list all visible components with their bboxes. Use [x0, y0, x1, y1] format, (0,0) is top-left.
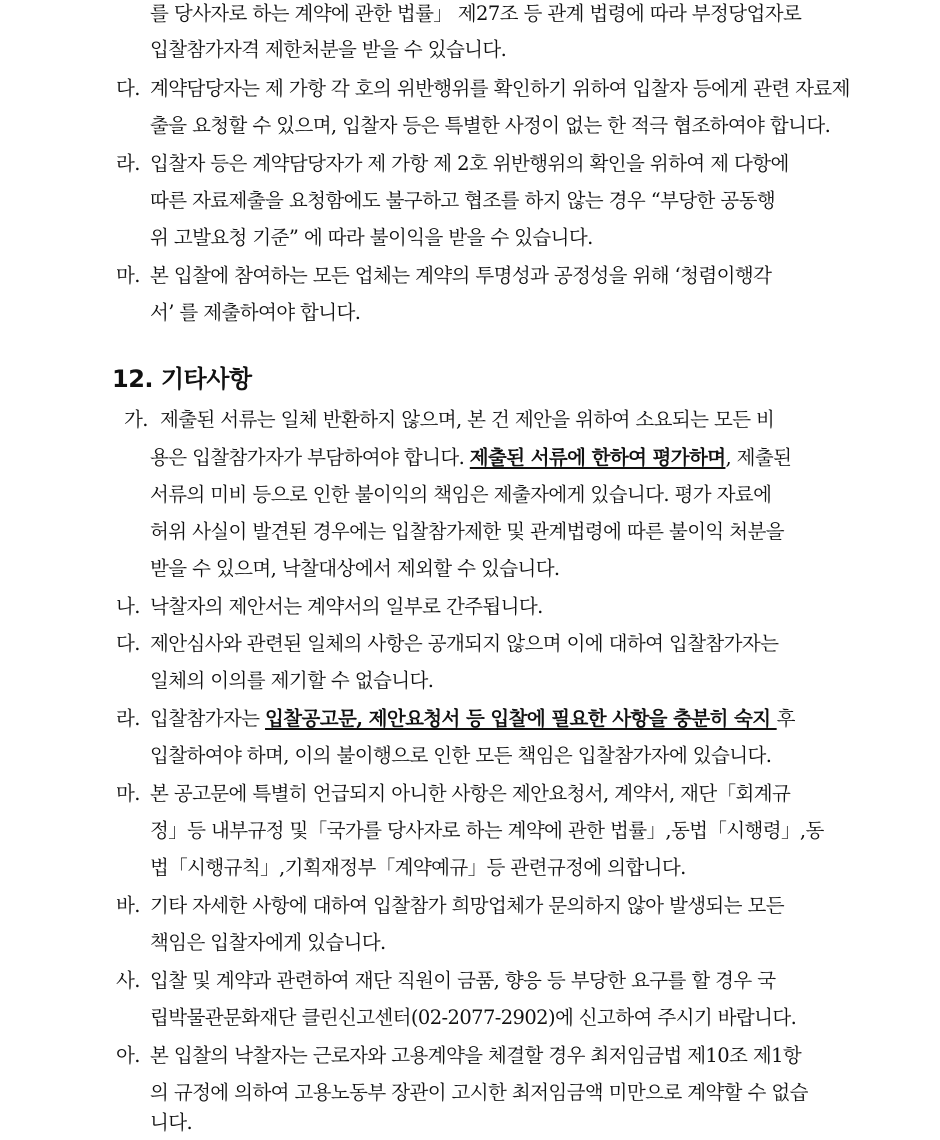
- item-marker: 가.: [124, 408, 148, 431]
- text-line: 제출된 서류는 일체 반환하지 않으며, 본 건 제안을 위하여 소요되는 모든 비: [160, 408, 775, 431]
- text-line: 허위 사실이 발견된 경우에는 입찰참가제한 및 관계법령에 따른 불이익 처분을: [150, 520, 784, 543]
- text-line: 본 입찰의 낙찰자는 근로자와 고용계약을 체결할 경우 최저임금법 제10조 제1항: [150, 1044, 802, 1067]
- text-line: 정」등 내부규정 및「국가를 당사자로 하는 계약에 관한 법률」,동법「시행령」,동: [150, 819, 824, 842]
- text-line: 따른 자료제출을 요청함에도 불구하고 협조를 하지 않는 경우 “부당한 공동행: [150, 189, 776, 212]
- text-line: 용은 입찰참가자가 부담하여야 합니다. 제출된 서류에 한하여 평가하며, 제출된: [150, 446, 792, 469]
- item-marker: 라.: [116, 707, 140, 730]
- text-line: 위 고발요청 기준” 에 따라 불이익을 받을 수 있습니다.: [150, 226, 593, 249]
- emphasized-text: 제출된 서류에 한하여 평가하며: [469, 446, 726, 469]
- text-line: 서류의 미비 등으로 인한 불이익의 책임은 제출자에게 있습니다. 평가 자료에: [150, 483, 772, 506]
- item-marker: 라.: [116, 152, 140, 175]
- text-line: 입찰참가자는 입찰공고문, 제안요청서 등 입찰에 필요한 사항을 충분히 숙지 후: [150, 707, 795, 730]
- item-marker: 다.: [116, 632, 140, 655]
- text-line: 일체의 이의를 제기할 수 없습니다.: [150, 669, 434, 692]
- text-line: 의 규정에 의하여 고용노동부 장관이 고시한 최저임금액 미만으로 계약할 수 없습: [150, 1081, 808, 1104]
- item-marker: 아.: [116, 1044, 140, 1067]
- text-line: 책임은 입찰자에게 있습니다.: [150, 931, 386, 954]
- section-heading: 12. 기타사항: [112, 365, 252, 393]
- item-marker: 나.: [116, 595, 140, 618]
- item-marker: 사.: [116, 969, 140, 992]
- item-marker: 다.: [116, 77, 140, 100]
- text-line: 립박물관문화재단 클린신고센터(02-2077-2902)에 신고하여 주시기 바랍니다.: [150, 1006, 797, 1029]
- text-line: 를 당사자로 하는 계약에 관한 법률」 제27조 등 관계 법령에 따라 부정당업자로: [150, 2, 802, 25]
- text-line: 제안심사와 관련된 일체의 사항은 공개되지 않으며 이에 대하여 입찰참가자는: [150, 632, 779, 655]
- text-line: 니다.: [150, 1111, 193, 1134]
- emphasized-text: 입찰공고문, 제안요청서 등 입찰에 필요한 사항을 충분히 숙지: [265, 707, 777, 730]
- text-line: 입찰하여야 하며, 이의 불이행으로 인한 모든 책임은 입찰참가자에 있습니다.: [150, 744, 772, 767]
- text-line: 출을 요청할 수 있으며, 입찰자 등은 특별한 사정이 없는 한 적극 협조하여야 합니다.: [150, 114, 831, 137]
- text-line: 입찰참가자격 제한처분을 받을 수 있습니다.: [150, 38, 507, 61]
- item-marker: 마.: [116, 782, 140, 805]
- text-line: 받을 수 있으며, 낙찰대상에서 제외할 수 있습니다.: [150, 557, 560, 580]
- text-line: 본 공고문에 특별히 언급되지 아니한 사항은 제안요청서, 계약서, 재단「회계규: [150, 782, 791, 805]
- text-line: 서’ 를 제출하여야 합니다.: [150, 301, 361, 324]
- text-line: 법「시행규칙」,기획재정부「계약예규」등 관련규정에 의합니다.: [150, 856, 686, 879]
- text-line: 입찰자 등은 계약담당자가 제 가항 제 2호 위반행위의 확인을 위하여 제 다항에: [150, 152, 789, 175]
- text-line: 입찰 및 계약과 관련하여 재단 직원이 금품, 향응 등 부당한 요구를 할 경우 국: [150, 969, 776, 992]
- text-line: 낙찰자의 제안서는 계약서의 일부로 간주됩니다.: [150, 595, 543, 618]
- text-line: 기타 자세한 사항에 대하여 입찰참가 희망업체가 문의하지 않아 발생되는 모든: [150, 894, 784, 917]
- item-marker: 마.: [116, 264, 140, 287]
- item-marker: 바.: [116, 894, 140, 917]
- text-line: 계약담당자는 제 가항 각 호의 위반행위를 확인하기 위하여 입찰자 등에게 관련 자료제: [150, 77, 850, 100]
- text-line: 본 입찰에 참여하는 모든 업체는 계약의 투명성과 공정성을 위해 ‘청렴이행각: [150, 264, 772, 287]
